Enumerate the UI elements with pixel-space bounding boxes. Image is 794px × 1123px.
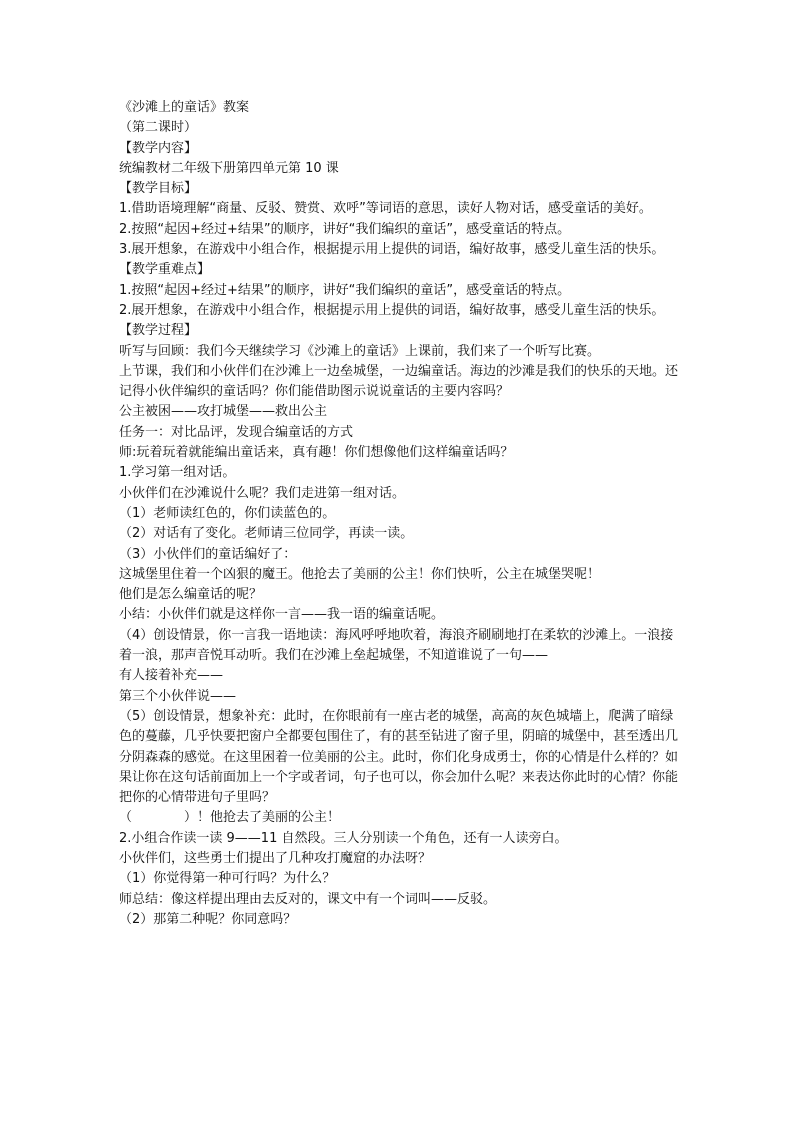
paragraph: 他们是怎么编童话的呢？ — [119, 587, 263, 603]
paragraph: 第三个小伙伴说—— — [119, 688, 237, 704]
paragraph: （ ）！他抢去了美丽的公主！ — [119, 810, 341, 826]
paragraph: （3）小伙伴们的童话编好了： — [119, 546, 297, 562]
paragraph: 2.展开想象，在游戏中小组合作，根据提示用上提供的词语，编好故事，感受儿童生活的快乐。 — [119, 302, 665, 318]
paragraph: （2）对话有了变化。老师请三位同学，再读一读。 — [119, 526, 414, 542]
paragraph: （2）那第二种呢？你同意吗？ — [119, 911, 297, 927]
document-body — [119, 98, 681, 930]
paragraph: 师总结：像这样提出理由去反对的，课文中有一个词叫——反驳。 — [119, 891, 497, 907]
paragraph: 1.学习第一组对话。 — [119, 465, 236, 481]
paragraph: 任务一：对比品评，发现合编童话的方式 — [119, 424, 354, 440]
paragraph: （5）创设情景，想象补充：此时，在你眼前有一座古老的城堡，高高的灰色城墙上，爬满了暗绿色的蔓藤，几乎快要把窗户全都要包围住了，有的甚至钻进了窗子里，阴暗的城堡中，甚至透出几分阴森森的感觉。在这里困着一位美丽的公主。此时，你们化身成勇士，你的心情是什么样的？如果让你在这句话前面加上一个字或者词，句子也可以，你会加什么呢？来表达你此时的心情？你能把你的心情带进句子里吗？ — [119, 708, 679, 806]
paragraph: 1.按照“起因+经过+结果”的顺序，讲好“我们编织的童话”，感受童话的特点。 — [119, 282, 571, 298]
paragraph: 师:玩着玩着就能编出童话来，真有趣！你们想像他们这样编童话吗？ — [119, 445, 514, 461]
paragraph: 3.展开想象，在游戏中小组合作，根据提示用上提供的词语，编好故事，感受儿童生活的快乐。 — [119, 242, 665, 258]
paragraph: （1）你觉得第一种可行吗？为什么？ — [119, 871, 336, 887]
paragraph: 1.借助语境理解“商量、反驳、赞赏、欢呼”等词语的意思，读好人物对话，感受童话的美好。 — [119, 201, 652, 217]
paragraph: 听写与回顾：我们今天继续学习《沙滩上的童话》上课前，我们来了一个听写比赛。 — [119, 343, 601, 359]
section-heading: 【教学内容】 — [119, 140, 198, 156]
document-title: 《沙滩上的童话》教案 — [119, 100, 250, 115]
paragraph: 上节课，我们和小伙伴们在沙滩上一边垒城堡，一边编童话。海边的沙滩是我们的快乐的天地。还记得小伙伴编织的童话吗？你们能借助图示说说童话的主要内容吗？ — [119, 363, 679, 400]
paragraph: 公主被困——攻打城堡——救出公主 — [119, 404, 328, 420]
paragraph: 有人接着补充—— — [119, 668, 224, 684]
paragraph: （4）创设情景，你一言我一语地读：海风呼呼地吹着，海浪齐刷刷地打在柔软的沙滩上。一浪接着一浪，那声音悦耳动听。我们在沙滩上垒起城堡，不知道谁说了一句—— — [119, 627, 674, 664]
lesson-period: （第二课时） — [119, 120, 198, 136]
section-heading: 【教学重难点】 — [119, 262, 211, 278]
section-heading: 【教学过程】 — [119, 323, 198, 339]
paragraph: （1）老师读红色的，你们读蓝色的。 — [119, 505, 336, 521]
paragraph: 2.小组合作读一读 9——11 自然段。三人分别读一个角色，还有一人读旁白。 — [119, 830, 568, 846]
paragraph: 2.按照“起因+经过+结果”的顺序，讲好“我们编织的童话”，感受童话的特点。 — [119, 221, 571, 237]
paragraph: 小结：小伙伴们就是这样你一言——我一语的编童话呢。 — [119, 607, 445, 623]
section-heading: 【教学目标】 — [119, 181, 198, 197]
paragraph: 小伙伴们在沙滩说什么呢？我们走进第一组对话。 — [119, 485, 406, 501]
paragraph: 统编教材二年级下册第四单元第 10 课 — [119, 160, 339, 176]
paragraph: 小伙伴们，这些勇士们提出了几种攻打魔窟的办法呀？ — [119, 850, 432, 866]
paragraph: 这城堡里住着一个凶狠的魔王。他抢去了美丽的公主！你们快听，公主在城堡哭呢！ — [119, 566, 601, 582]
